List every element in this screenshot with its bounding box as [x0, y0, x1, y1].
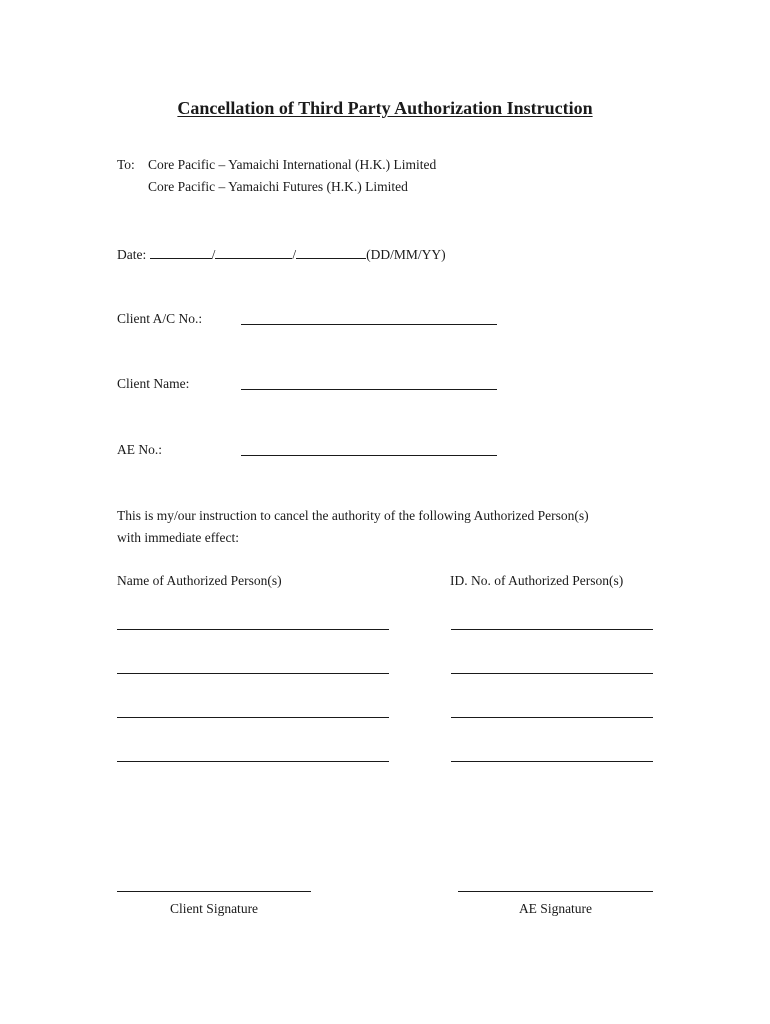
name-field-row-2[interactable] [117, 673, 389, 674]
date-label: Date: [117, 247, 147, 262]
name-field-row-4[interactable] [117, 761, 389, 762]
recipient-1: Core Pacific – Yamaichi International (H.K.) Limited [148, 157, 437, 172]
ae-no-label: AE No.: [117, 442, 162, 457]
id-field-row-4[interactable] [451, 761, 653, 762]
date-format-hint: (DD/MM/YY) [366, 247, 446, 262]
client-name-label: Client Name: [117, 376, 190, 391]
client-signature-label: Client Signature [169, 901, 259, 916]
date-separator: / [292, 247, 297, 262]
form-title: Cancellation of Third Party Authorization Instruction [177, 98, 593, 118]
ae-no-field[interactable] [241, 455, 497, 456]
instruction-line-1: This is my/our instruction to cancel the authority of the following Authorized Person(s) [117, 508, 589, 523]
date-row [117, 245, 446, 263]
id-column-header: ID. No. of Authorized Person(s) [450, 573, 624, 588]
id-field-row-1[interactable] [451, 629, 653, 630]
recipient-2: Core Pacific – Yamaichi Futures (H.K.) Limited [148, 179, 408, 194]
client-name-field[interactable] [241, 389, 497, 390]
name-column-header: Name of Authorized Person(s) [117, 573, 282, 588]
id-field-row-2[interactable] [451, 673, 653, 674]
id-field-row-3[interactable] [451, 717, 653, 718]
ae-signature-label: AE Signature [518, 901, 593, 916]
ae-signature-field[interactable] [458, 891, 653, 892]
date-year-field[interactable] [296, 245, 366, 259]
date-separator: / [211, 247, 216, 262]
client-ac-label: Client A/C No.: [117, 311, 203, 326]
date-day-field[interactable] [150, 245, 212, 259]
instruction-line-2: with immediate effect: [117, 530, 239, 545]
client-signature-field[interactable] [117, 891, 311, 892]
name-field-row-3[interactable] [117, 717, 389, 718]
date-month-field[interactable] [215, 245, 292, 259]
client-ac-field[interactable] [241, 324, 497, 325]
to-label: To: [117, 157, 135, 172]
name-field-row-1[interactable] [117, 629, 389, 630]
